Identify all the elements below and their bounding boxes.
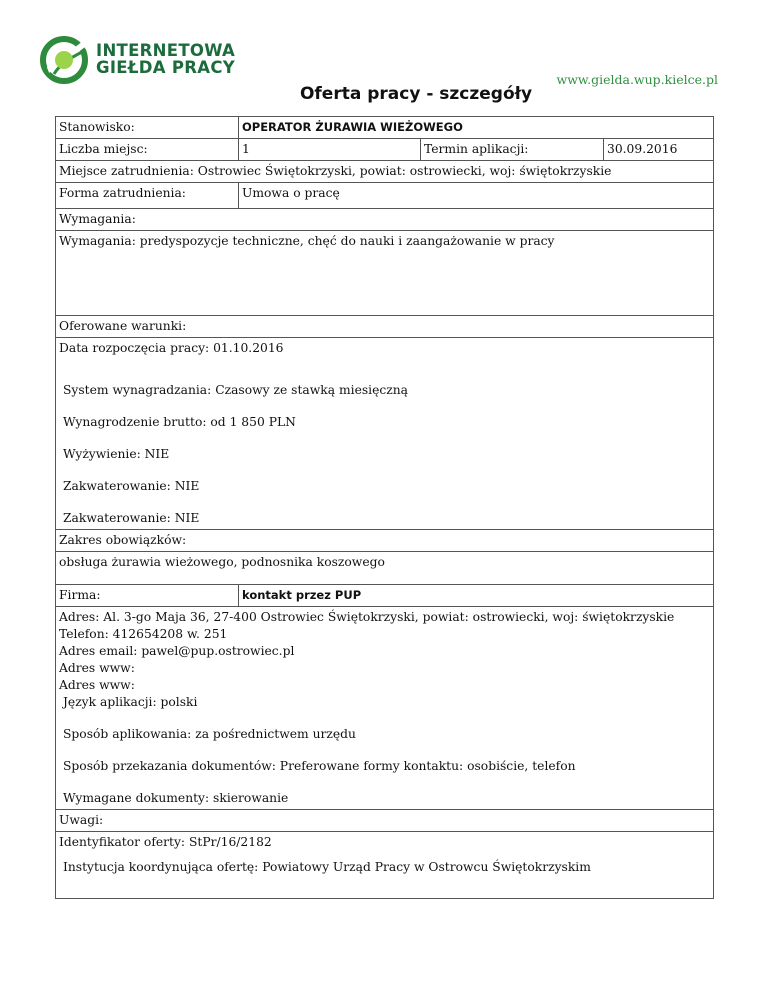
company-www-1: Adres www: (59, 661, 135, 675)
deadline-value: 30.09.2016 (604, 139, 714, 161)
documents-required: Wymagane dokumenty: skierowanie (63, 791, 289, 805)
table-row (56, 209, 714, 231)
logo-line-2: GIEŁDA PRACY (96, 58, 235, 77)
table-row (56, 552, 714, 585)
apply-method: Sposób aplikowania: za pośrednictwem urzędu (63, 727, 356, 741)
page-title (0, 84, 768, 104)
position-value: OPERATOR ŻURAWIA WIEŻOWEGO (239, 117, 714, 139)
table-row (56, 810, 714, 832)
table-row (56, 161, 714, 183)
count-value: 1 (239, 139, 421, 161)
requirements-label: Wymagania: (56, 209, 714, 231)
documents-method: Sposób przekazania dokumentów: Preferowane formy kontaktu: osobiście, telefon (63, 759, 576, 773)
company-address: Adres: Al. 3-go Maja 36, 27-400 Ostrowiec Świętokrzyski, powiat: ostrowiecki, woj: świętokrzyskie (59, 610, 675, 624)
table-row (56, 338, 714, 530)
company-email[interactable]: Adres email: pawel@pup.ostrowiec.pl (59, 644, 295, 658)
salary-system: System wynagradzania: Czasowy ze stawką miesięczną (63, 383, 408, 397)
table-row (56, 585, 714, 607)
duties-label: Zakres obowiązków: (56, 530, 714, 552)
count-label: Liczba miejsc: (56, 139, 239, 161)
contact-block (56, 607, 714, 810)
company-phone: Telefon: 412654208 w. 251 (59, 627, 228, 641)
form-value: Umowa o pracę (239, 183, 714, 209)
page-title-text: Oferta pracy - szczegóły (299, 84, 533, 104)
start-date: Data rozpoczęcia pracy: 01.10.2016 (59, 341, 284, 355)
application-language: Język aplikacji: polski (63, 695, 198, 709)
logo-icon (40, 36, 92, 84)
deadline-label: Termin aplikacji: (421, 139, 604, 161)
logo-line-1: INTERNETOWA (96, 41, 236, 60)
notes-label: Uwagi: (56, 810, 714, 832)
accommodation-1: Zakwaterowanie: NIE (63, 479, 200, 493)
table-row (56, 607, 714, 810)
table-row (56, 316, 714, 338)
table-row (56, 231, 714, 316)
logo-text (96, 42, 235, 76)
table-row (56, 183, 714, 209)
table-row (56, 832, 714, 899)
accommodation-2: Zakwaterowanie: NIE (63, 511, 200, 525)
table-row (56, 530, 714, 552)
company-label: Firma: (56, 585, 239, 607)
company-value: kontakt przez PUP (239, 585, 714, 607)
logo (40, 36, 240, 84)
company-www-2: Adres www: (59, 678, 135, 692)
location-value: Miejsce zatrudnienia: Ostrowiec Świętokrzyski, powiat: ostrowiecki, woj: świętokrzyskie (56, 161, 714, 183)
conditions-label: Oferowane warunki: (56, 316, 714, 338)
duties-value: obsługa żurawia wieżowego, podnosnika koszowego (56, 552, 714, 585)
form-label: Forma zatrudnienia: (56, 183, 239, 209)
requirements-value: Wymagania: predyspozycje techniczne, chęć do nauki i zaangażowanie w pracy (56, 231, 714, 316)
salary: Wynagrodzenie brutto: od 1 850 PLN (63, 415, 296, 429)
notes-block (56, 832, 714, 899)
offer-id: Identyfikator oferty: StPr/16/2182 (59, 835, 272, 849)
table-row (56, 117, 714, 139)
site-url[interactable]: www.gielda.wup.kielce.pl (556, 72, 718, 87)
position-label: Stanowisko: (56, 117, 239, 139)
offer-table (55, 116, 714, 899)
conditions-block (56, 338, 714, 530)
coordinating-institution: Instytucja koordynująca ofertę: Powiatowy Urząd Pracy w Ostrowcu Świętokrzyskim (63, 860, 591, 874)
meals: Wyżywienie: NIE (63, 447, 170, 461)
table-row (56, 139, 714, 161)
